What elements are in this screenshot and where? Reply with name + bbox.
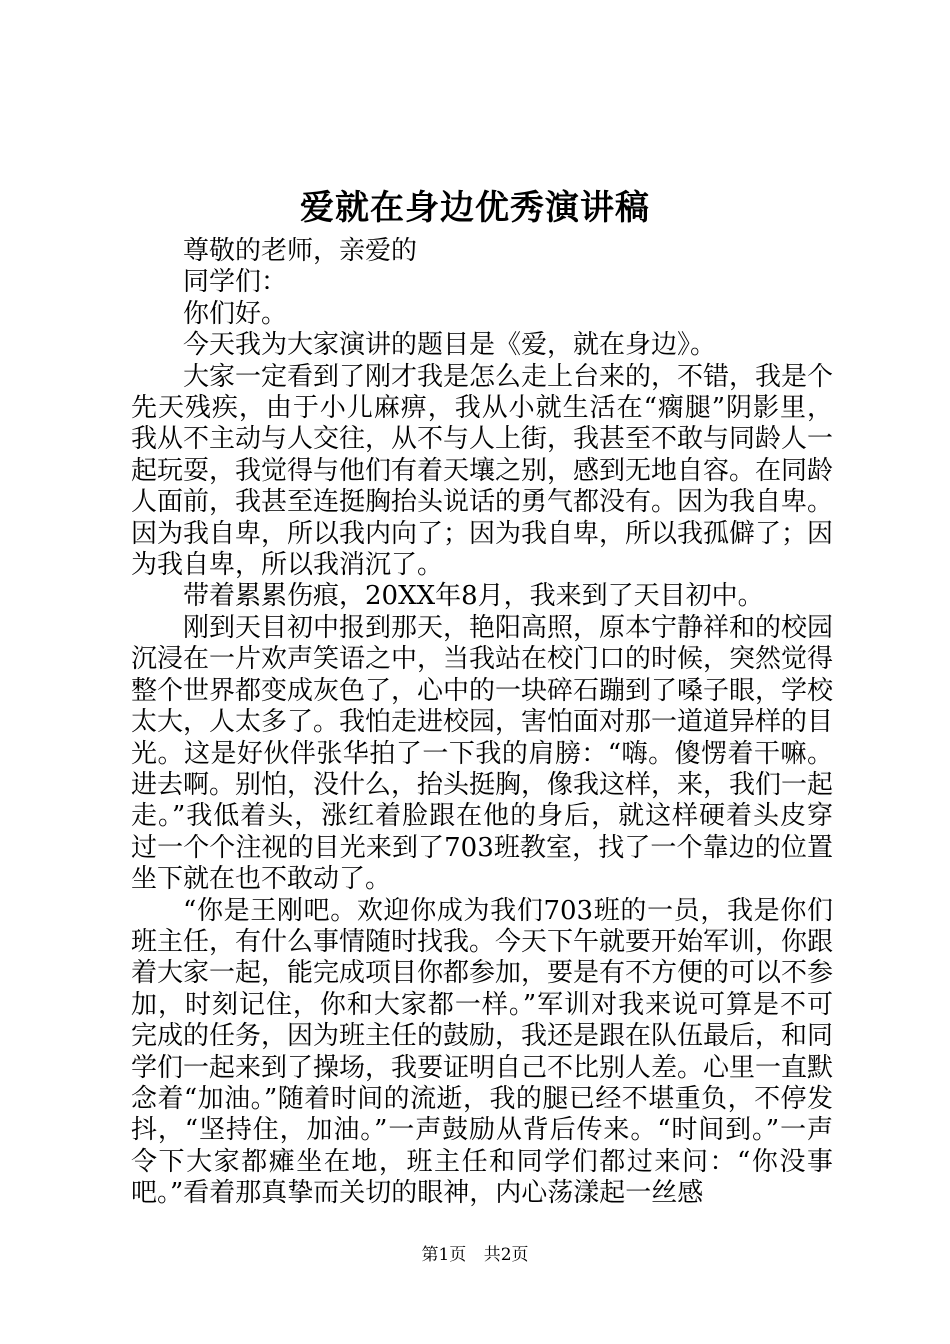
body-paragraph: 大家一定看到了刚才我是怎么走上台来的，不错，我是个先天残疾，由于小儿麻痹，我从小就生活在“瘸腿”阴影里，我从不主动与人交往，从不与人上街，我甚至不敢与同龄人一起玩耍，我觉得与他们有着天壤之别，感到无地自容。在同龄人面前，我甚至连挺胸抬头说话的勇气都没有。因为我自卑。因为我自卑，所以我内向了；因为我自卑，所以我孤僻了；因为我自卑，所以我消沉了。 bbox=[131, 361, 834, 581]
salutation-paragraph: 尊敬的老师，亲爱的 bbox=[183, 236, 418, 266]
body-paragraph: “你是王刚吧。欢迎你成为我们703班的一员，我是你们班主任，有什么事情随时找我。今天下午就要开始军训，你跟着大家一起，能完成项目你都参加，要是有不方便的可以不参加，时刻记住，你和大家都一样。”军训对我来说可算是不可完成的任务，因为班主任的鼓励，我还是跟在队伍最后，和同学们一起来到了操场，我要证明自己不比别人差。心里一直默念着“加油。”随着时间的流逝，我的腿已经不堪重负，不停发抖，“坚持住，加油。”一声鼓励从背后传来。“时间到。”一声令下大家都瘫坐在地，班主任和同学们都过来问：“你没事吧。”看着那真挚而关切的眼神，内心荡漾起一丝感 bbox=[131, 895, 834, 1209]
document-body bbox=[131, 236, 833, 1210]
page-title: 爱就在身边优秀演讲稿 bbox=[300, 188, 650, 228]
body-paragraph: 带着累累伤痕，20XX年8月，我来到了天目初中。 bbox=[183, 581, 764, 612]
salutation-paragraph: 同学们： bbox=[183, 267, 288, 298]
page-number-current: 第1页 bbox=[421, 1245, 467, 1265]
body-paragraph: 刚到天目初中报到那天，艳阳高照，原本宁静祥和的校园沉浸在一片欢声笑语之中，当我站在校门口的时候，突然觉得整个世界都变成灰色了，心中的一块碎石蹦到了嗓子眼，学校太大，人太多了。我怕走进校园，害怕面对那一道道异样的目光。这是好伙伴张华拍了一下我的肩膀：“嗨。傻愣着干嘛。进去啊。别怕，没什么，抬头挺胸，像我这样，来，我们一起走。”我低着头，涨红着脸跟在他的身后，就这样硬着头皮穿过一个个注视的目光来到了703班教室，找了一个靠边的位置坐下就在也不敢动了。 bbox=[131, 612, 834, 895]
greeting-paragraph: 你们好。 bbox=[183, 298, 288, 329]
topic-paragraph: 今天我为大家演讲的题目是《爱，就在身边》。 bbox=[183, 330, 717, 361]
page-footer bbox=[0, 1244, 950, 1266]
page-number-total: 共2页 bbox=[483, 1245, 529, 1265]
